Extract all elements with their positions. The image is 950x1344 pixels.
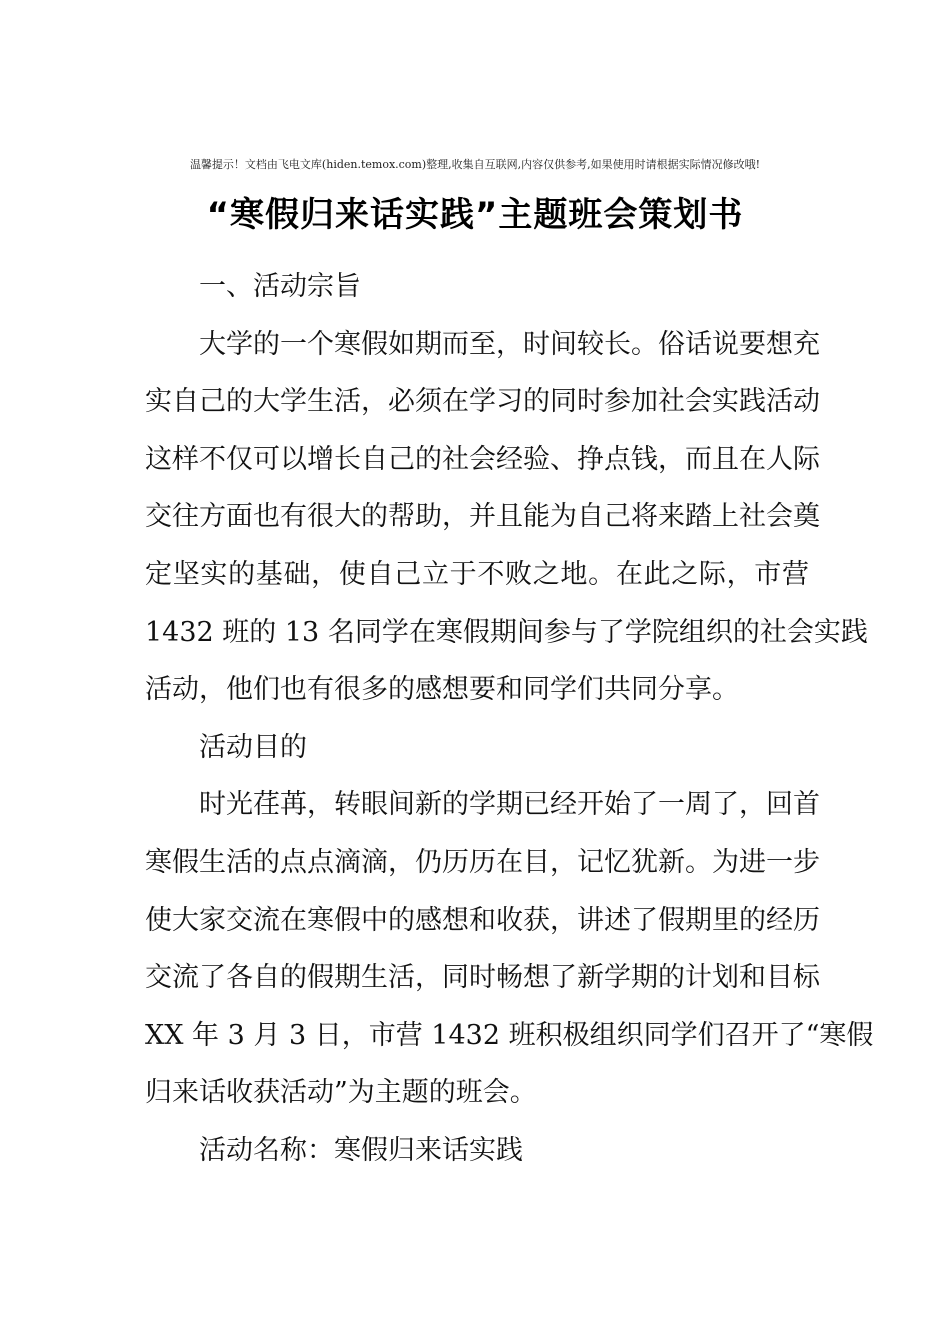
section-heading-purpose: 一、活动宗旨: [199, 271, 361, 302]
text-line: 交往方面也有很大的帮助，并且能为自己将来踏上社会奠: [145, 501, 820, 533]
section-heading-name: 活动名称：寒假归来话实践: [199, 1134, 523, 1166]
document-title: “寒假归来话实践”主题班会策划书: [206, 195, 744, 235]
text-line: 交流了各自的假期生活，同时畅想了新学期的计划和目标: [145, 962, 820, 994]
text-line: 使大家交流在寒假中的感想和收获，讲述了假期里的经历: [145, 904, 820, 936]
text-line: XX 年 3 月 3 日，市营 1432 班积极组织同学们召开了“寒假: [145, 1019, 874, 1051]
paragraph-goal: [145, 776, 874, 1122]
text-line: 1432 班的 13 名同学在寒假期间参与了学院组织的社会实践: [145, 616, 868, 648]
text-line: 实自己的大学生活，必须在学习的同时参加社会实践活动: [145, 386, 820, 418]
text-line: 寒假生活的点点滴滴，仍历历在目，记忆犹新。为进一步: [145, 846, 820, 878]
text-line: 时光荏苒，转眼间新的学期已经开始了一周了，回首: [199, 789, 820, 821]
text-line: 活动，他们也有很多的感想要和同学们共同分享。: [145, 674, 739, 706]
text-line: 定坚实的基础，使自己立于不败之地。在此之际，市营: [145, 558, 809, 590]
section-heading-goal: 活动目的: [199, 731, 307, 763]
text-line: 大学的一个寒假如期而至，时间较长。俗话说要想充: [199, 328, 820, 360]
paragraph-purpose: [145, 316, 868, 719]
text-line: 归来话收获活动”为主题的班会。: [145, 1077, 537, 1109]
download-notice: 温馨提示！文档由飞电文库(hiden.temox.com)整理,收集自互联网,内容仅供参考,如果使用时请根据实际情况修改哦!: [189, 158, 761, 171]
document-body: [145, 258, 874, 1180]
text-line: 这样不仅可以增长自己的社会经验、挣点钱，而且在人际: [145, 443, 820, 475]
